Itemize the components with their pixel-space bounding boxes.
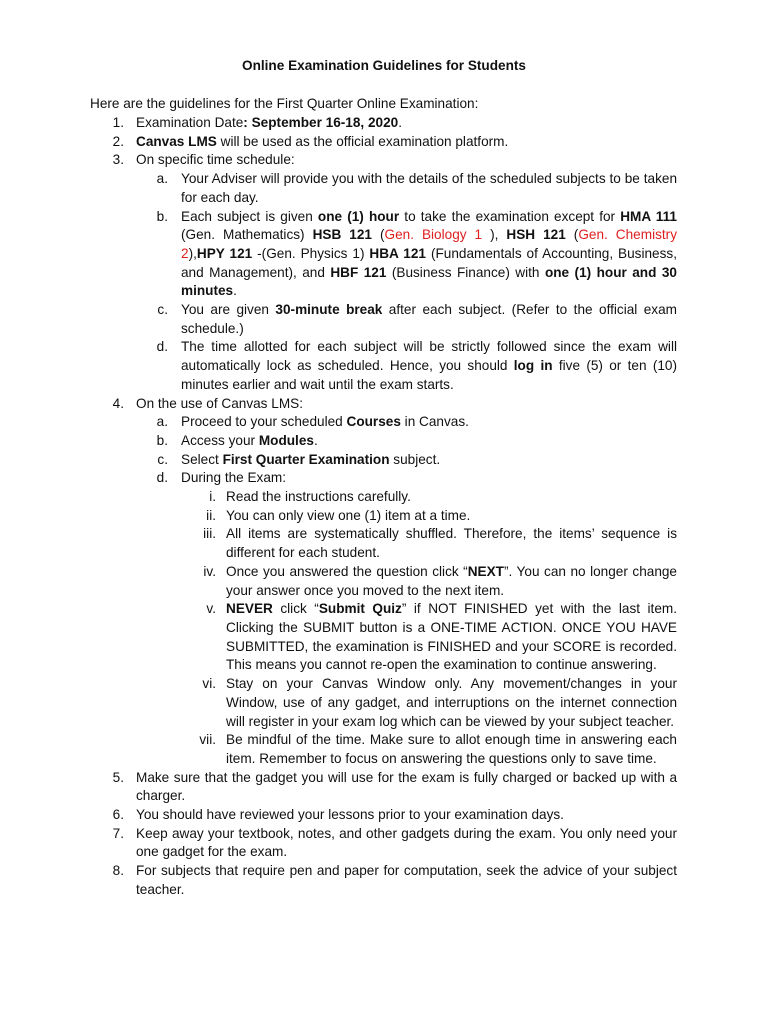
item-letter: a.	[156, 414, 168, 430]
item-roman: vii.	[199, 732, 216, 748]
item-text: During the Exam:	[181, 470, 287, 486]
list-item-4d-v	[0, 600, 768, 675]
list-item-4	[0, 395, 768, 414]
highlight-text: Gen. Biology 1	[384, 227, 491, 243]
list-item-4a	[0, 413, 768, 432]
item-text: Each subject is given one (1) hour to take the examination except for HMA 111 (Gen. Mathematics) HSB 121 (Gen. Biology 1 ), HSH 121 (Gen. Chemistry 2),HPY 121 -(Gen. Physics 1) HBA 121 (Fundamentals of Accounting, Business, and Management), and HBF 121 (Business Finance) with one (1) hour and 30 minutes.	[181, 208, 677, 299]
list-item-4d-iv	[0, 563, 768, 600]
item-number: 2.	[112, 133, 124, 149]
item-roman: iv.	[203, 563, 216, 579]
item-text: The time allotted for each subject will be strictly followed since the exam will automatically lock as scheduled. Hence, you should log in five (5) or ten (10) minutes earlier and wait until the exam starts.	[181, 339, 677, 392]
guidelines-list	[0, 114, 768, 900]
list-item-3a	[0, 170, 768, 207]
highlight-text: Gen. Chemistry 2	[181, 227, 677, 261]
list-item-3c	[0, 301, 768, 338]
item-text: Select First Quarter Examination subject.	[181, 451, 441, 467]
item-number: 4.	[112, 395, 124, 411]
list-item-4d-i	[0, 488, 768, 507]
item-text: Proceed to your scheduled Courses in Canvas.	[181, 414, 469, 430]
item-letter: a.	[156, 171, 168, 187]
list-item-7	[0, 825, 768, 862]
item-text: Access your Modules.	[181, 432, 318, 448]
item-text: Your Adviser will provide you with the details of the scheduled subjects to be taken for each day.	[181, 171, 677, 205]
item-text: Be mindful of the time. Make sure to allot enough time in answering each item. Remember to focus on answering the questions only to save time.	[226, 732, 677, 766]
item-number: 6.	[112, 807, 124, 823]
item-number: 3.	[112, 152, 124, 168]
list-item-4d-vi	[0, 675, 768, 731]
list-item-3b	[0, 208, 768, 302]
list-item-4b	[0, 432, 768, 451]
item-text: You are given 30-minute break after each subject. (Refer to the official exam schedule.)	[181, 302, 677, 336]
item-text: For subjects that require pen and paper for computation, seek the advice of your subject teacher.	[136, 863, 677, 897]
item-text: All items are systematically shuffled. Therefore, the items’ sequence is different for each student.	[226, 526, 677, 561]
item-number: 8.	[112, 863, 124, 879]
list-item-6	[0, 806, 768, 825]
item-roman: ii.	[206, 507, 216, 523]
list-item-8	[0, 862, 768, 899]
item-text: Read the instructions carefully.	[226, 489, 411, 505]
document-title: Online Examination Guidelines for Students	[242, 58, 526, 73]
item-number: 5.	[112, 769, 124, 785]
item-number: 1.	[112, 115, 124, 130]
item-roman: i.	[209, 489, 216, 505]
list-item-4c	[0, 451, 768, 470]
list-item-4d-ii	[0, 507, 768, 526]
item-text: Once you answered the question click “NEXT”. You can no longer change your answer once you moved to the next item.	[226, 563, 677, 598]
item-roman: v.	[206, 601, 216, 617]
item-text: Make sure that the gadget you will use for the exam is fully charged or backed up with a charger.	[136, 769, 677, 804]
item-letter: c.	[157, 302, 168, 318]
item-letter: b.	[156, 208, 168, 224]
list-item-4d-iii	[0, 525, 768, 562]
list-item-3	[0, 151, 768, 170]
item-text: Stay on your Canvas Window only. Any movement/changes in your Window, use of any gadget, and interruptions on the internet connection will register in your exam log which can be viewed by your subject teacher.	[226, 676, 677, 729]
item-letter: d.	[156, 470, 168, 486]
item-text: On specific time schedule:	[136, 152, 295, 168]
item-roman: vi.	[202, 676, 216, 692]
item-text: You should have reviewed your lessons prior to your examination days.	[136, 807, 564, 823]
intro-text: Here are the guidelines for the First Quarter Online Examination:	[90, 96, 479, 111]
item-letter: c.	[157, 451, 168, 467]
item-letter: b.	[156, 432, 168, 448]
item-text: NEVER click “Submit Quiz” if NOT FINISHED yet with the last item. Clicking the SUBMIT button is a ONE-TIME ACTION. ONCE YOU HAVE SUBMITTED, the examination is FINISHED and your SCORE is recorded. This means you cannot re-open the examination to continue answering.	[226, 601, 677, 673]
list-item-5	[0, 769, 768, 806]
list-item-2	[0, 133, 768, 152]
item-letter: d.	[156, 339, 168, 355]
list-item-3d	[0, 338, 768, 394]
item-text: On the use of Canvas LMS:	[136, 395, 303, 411]
item-text: You can only view one (1) item at a time.	[226, 507, 471, 523]
item-text: Examination Date: September 16-18, 2020.	[136, 115, 402, 130]
item-roman: iii.	[203, 526, 216, 542]
list-item-4d-vii	[0, 731, 768, 768]
item-text: Keep away your textbook, notes, and other gadgets during the exam. You only need your one gadget for the exam.	[136, 825, 677, 860]
list-item-1	[0, 114, 768, 133]
item-number: 7.	[112, 825, 124, 841]
item-text: Canvas LMS will be used as the official examination platform.	[136, 133, 509, 149]
list-item-4d	[0, 469, 768, 488]
